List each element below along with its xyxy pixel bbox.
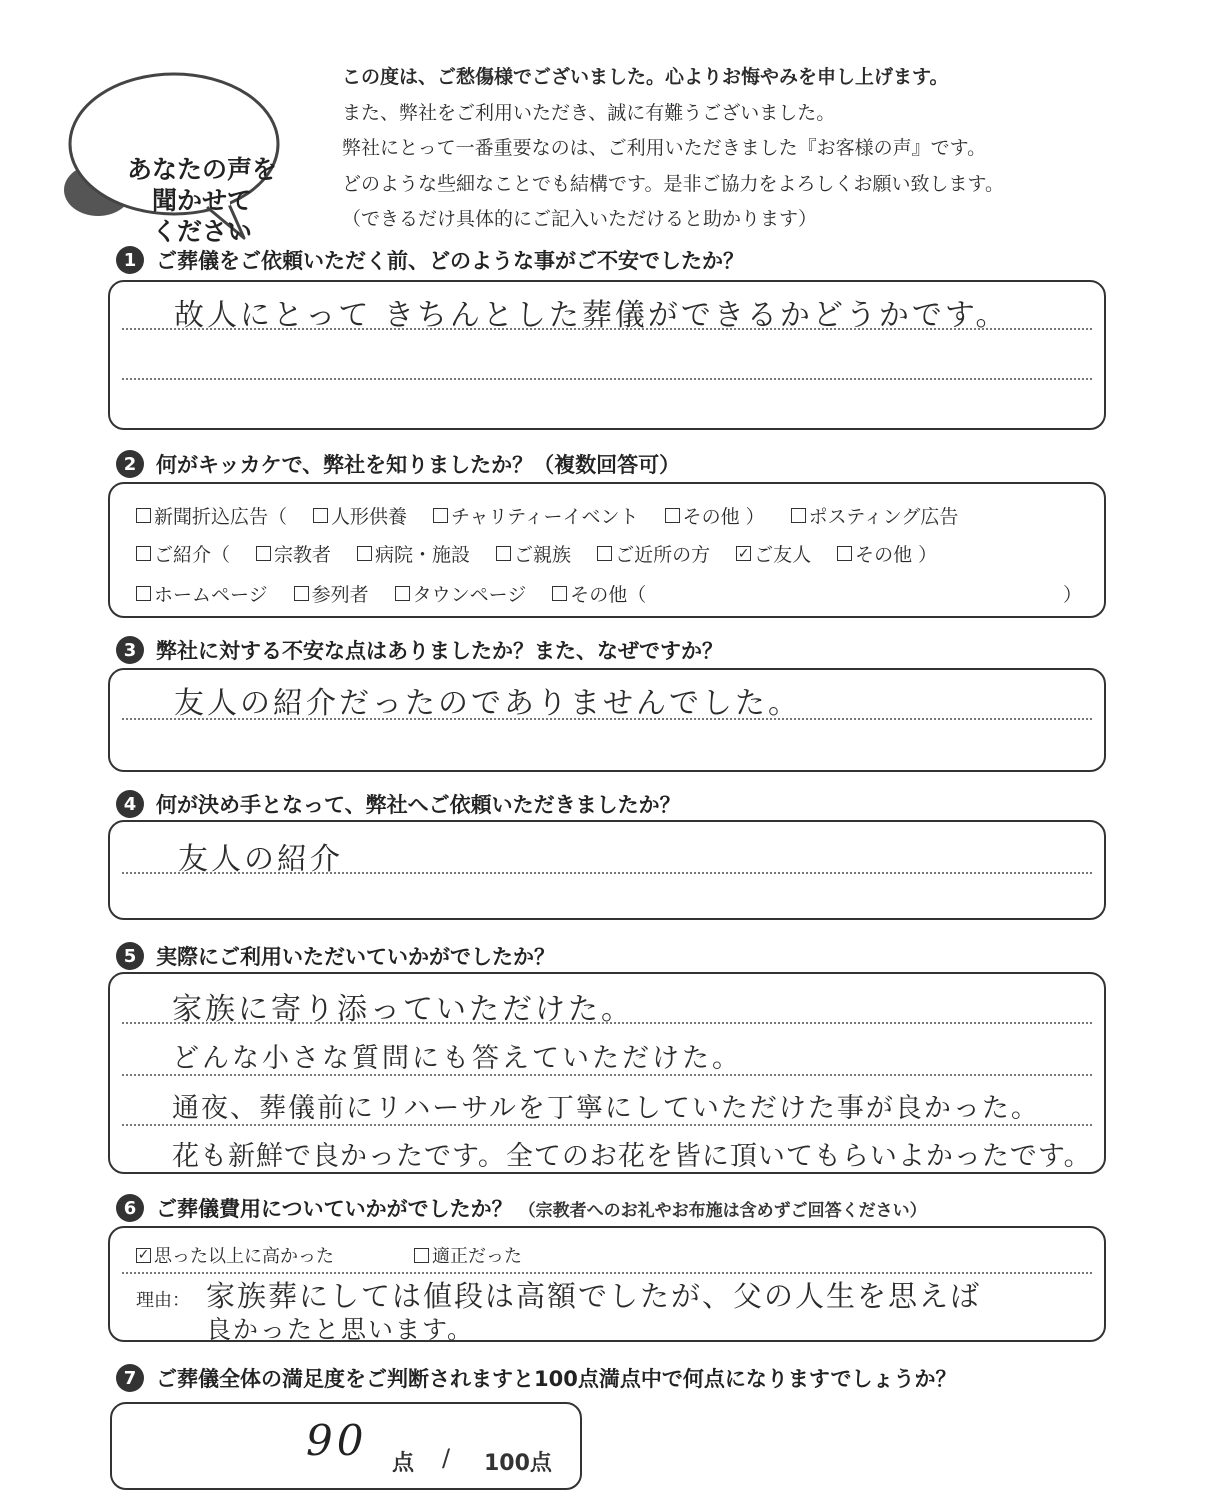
handwritten-answer: 故人にとって きちんとした葬儀ができるかどうかです。 xyxy=(174,298,1009,333)
question-note: （宗教者へのお礼やお布施は含めずご回答ください） xyxy=(518,1200,927,1221)
score-slash: / xyxy=(442,1444,451,1472)
option-neighbors[interactable]: ご近所の方 xyxy=(597,540,710,567)
checkbox-icon[interactable] xyxy=(294,586,309,601)
handwritten-answer: 友人の紹介 xyxy=(178,842,343,877)
checkbox-icon[interactable] xyxy=(597,546,612,561)
source-options-box xyxy=(108,482,1106,618)
checkbox-icon[interactable] xyxy=(357,546,372,561)
checkbox-icon[interactable] xyxy=(136,508,151,523)
answer-box-6 xyxy=(108,1226,1106,1342)
handwritten-answer: 通夜、葬儀前にリハーサルを丁寧にしていただけた事が良かった。 xyxy=(172,1093,1040,1124)
question-number-badge: 7 xyxy=(116,1364,144,1392)
option-other-1[interactable]: その他 ） xyxy=(665,502,765,529)
checkbox-checked-icon[interactable]: ✓ xyxy=(737,545,750,562)
question-5 xyxy=(116,940,555,972)
option-row xyxy=(136,580,1082,607)
option-row xyxy=(136,1242,548,1268)
checkbox-checked-icon[interactable]: ✓ xyxy=(137,1247,150,1263)
checkbox-icon[interactable] xyxy=(665,508,680,523)
option-introduction[interactable]: ご紹介（ xyxy=(136,540,230,567)
question-1 xyxy=(116,244,744,276)
score-value: 90 xyxy=(306,1416,368,1465)
intro-line: どのような些細なことでも結構です。是非ご協力をよろしくお願い致します。 xyxy=(342,172,1004,195)
handwritten-answer: 花も新鮮で良かったです。全てのお花を皆に頂いてもらいよかったです。 xyxy=(172,1141,1092,1172)
bubble-line: あなたの声を xyxy=(126,155,277,184)
question-6 xyxy=(116,1192,927,1224)
option-row xyxy=(136,502,984,529)
option-posting-ad[interactable]: ポスティング広告 xyxy=(791,502,959,529)
bubble-line: 聞かせて xyxy=(151,186,252,215)
question-text: ご葬儀全体の満足度をご判断されますと100点満点中で何点になりますでしょうか？ xyxy=(156,1367,957,1391)
bubble-line: ください xyxy=(151,217,252,246)
score-unit: 点 xyxy=(392,1451,415,1476)
voice-bubble xyxy=(58,62,308,246)
answer-box-4[interactable] xyxy=(108,820,1106,920)
option-relatives[interactable]: ご親族 xyxy=(496,540,571,567)
checkbox-icon[interactable] xyxy=(791,508,806,523)
option-row xyxy=(136,540,963,567)
option-homepage[interactable]: ホームページ xyxy=(136,580,268,607)
option-appropriate[interactable]: 適正だった xyxy=(414,1242,522,1268)
option-other-3[interactable]: その他（ xyxy=(552,580,646,607)
score-max: 100点 xyxy=(484,1451,552,1476)
checkbox-icon[interactable] xyxy=(433,508,448,523)
question-number-badge: 4 xyxy=(116,790,144,818)
intro-line: 弊社にとって一番重要なのは、ご利用いただきました『お客様の声』です。 xyxy=(342,137,987,159)
handwritten-answer[interactable]: 良かったと思います。 xyxy=(206,1315,475,1344)
checkbox-icon[interactable] xyxy=(395,586,410,601)
question-number-badge: 1 xyxy=(116,246,144,274)
checkbox-icon[interactable] xyxy=(552,586,567,601)
bubble-title xyxy=(116,154,288,247)
answer-box-5[interactable] xyxy=(108,972,1106,1174)
question-4 xyxy=(116,788,681,820)
intro-message xyxy=(342,60,1202,238)
question-text: ご葬儀をご依頼いただく前、どのような事がご不安でしたか？ xyxy=(156,249,744,273)
checkbox-icon[interactable] xyxy=(414,1248,429,1263)
checkbox-icon[interactable] xyxy=(496,546,511,561)
question-number-badge: 3 xyxy=(116,636,144,664)
question-7 xyxy=(116,1362,956,1394)
intro-line: この度は、ご愁傷様でございました。心よりお悔やみを申し上げます。 xyxy=(342,66,949,88)
handwritten-answer: 友人の紹介だったのでありませんでした。 xyxy=(174,686,801,721)
question-number-badge: 5 xyxy=(116,942,144,970)
question-number-badge: 6 xyxy=(116,1194,144,1222)
closing-paren: ） xyxy=(1062,584,1082,606)
intro-line: また、弊社をご利用いただき、誠に有難うございました。 xyxy=(342,101,836,124)
question-text: 何がキッカケで、弊社を知りましたか？（複数回答可） xyxy=(156,453,681,477)
question-text: 何が決め手となって、弊社へご依頼いただきましたか？ xyxy=(156,793,681,817)
checkbox-icon[interactable] xyxy=(313,508,328,523)
reason-label: 理由： xyxy=(136,1290,190,1311)
option-charity-event[interactable]: チャリティーイベント xyxy=(433,502,639,529)
checkbox-icon[interactable] xyxy=(256,546,271,561)
option-doll-memorial[interactable]: 人形供養 xyxy=(313,502,407,529)
question-number-badge: 2 xyxy=(116,450,144,478)
handwritten-answer[interactable]: 家族葬にしては値段は高額でしたが、父の人生を思えば xyxy=(206,1279,982,1313)
handwritten-answer: 家族に寄り添っていただけた。 xyxy=(172,992,634,1027)
question-2 xyxy=(116,448,680,480)
option-hospital[interactable]: 病院・施設 xyxy=(357,540,470,567)
score-box[interactable] xyxy=(110,1402,582,1490)
option-newspaper[interactable]: 新聞折込広告（ xyxy=(136,502,287,529)
question-text: ご葬儀費用についていかがでしたか？ xyxy=(156,1197,513,1221)
option-more-expensive[interactable]: ✓ 思った以上に高かった xyxy=(137,1246,334,1267)
question-3 xyxy=(116,634,723,666)
intro-line: （できるだけ具体的にご記入いただけると助かります） xyxy=(342,208,818,230)
option-friend[interactable]: ✓ ご友人 xyxy=(737,544,812,566)
checkbox-icon[interactable] xyxy=(136,546,151,561)
option-religious[interactable]: 宗教者 xyxy=(256,540,331,567)
checkbox-icon[interactable] xyxy=(837,546,852,561)
answer-box-3[interactable] xyxy=(108,668,1106,772)
answer-box-1[interactable] xyxy=(108,280,1106,430)
option-townpage[interactable]: タウンページ xyxy=(395,580,527,607)
option-other-2[interactable]: その他 ） xyxy=(837,540,937,567)
handwritten-answer: どんな小さな質問にも答えていただけた。 xyxy=(172,1043,742,1074)
checkbox-icon[interactable] xyxy=(136,586,151,601)
question-text: 実際にご利用いただいていかがでしたか？ xyxy=(156,945,555,969)
question-text: 弊社に対する不安な点はありましたか？また、なぜですか？ xyxy=(156,639,723,663)
option-attendee[interactable]: 参列者 xyxy=(294,580,369,607)
